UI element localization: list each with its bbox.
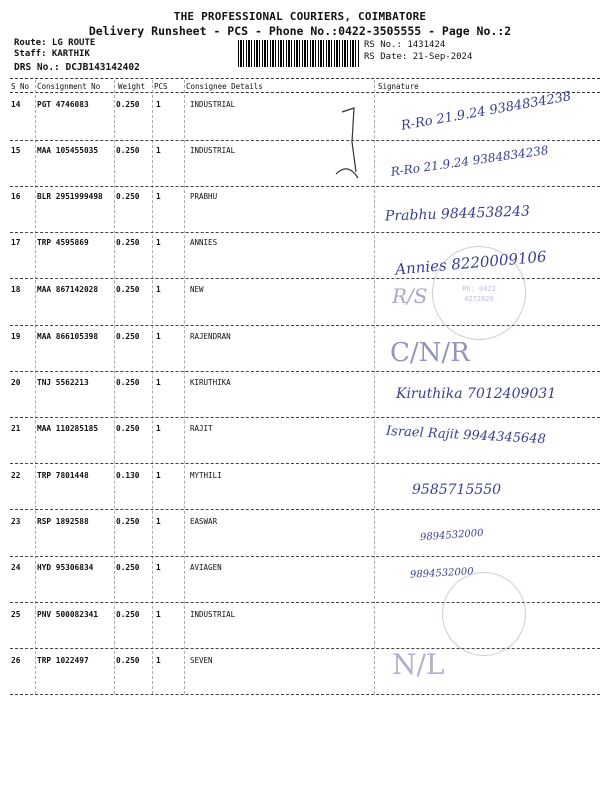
row-consignment: TRP 4595869 xyxy=(37,238,89,247)
signature-row-15: R-Ro 21.9.24 9384834238 xyxy=(389,142,550,180)
column-header-signature: Signature xyxy=(378,82,419,91)
row-divider xyxy=(10,648,600,649)
row-weight: 0.250 xyxy=(116,192,140,201)
row-weight: 0.250 xyxy=(116,610,140,619)
row-pcs: 1 xyxy=(156,285,161,294)
barcode xyxy=(238,40,360,67)
row-pcs: 1 xyxy=(156,471,161,480)
row-divider xyxy=(10,694,600,695)
row-pcs: 1 xyxy=(156,517,161,526)
row-pcs: 1 xyxy=(156,332,161,341)
row-consignee: KIRUTHIKA xyxy=(190,378,231,387)
row-pcs: 1 xyxy=(156,100,161,109)
row-consignee: RAJENDRAN xyxy=(190,332,231,341)
row-sno: 21 xyxy=(11,424,21,433)
scribble-mark xyxy=(334,102,374,182)
row-sno: 19 xyxy=(11,332,21,341)
row-divider xyxy=(10,556,600,557)
row-sno: 17 xyxy=(11,238,21,247)
row-consignment: MAA 105455035 xyxy=(37,146,99,155)
row-divider xyxy=(10,232,600,233)
signature-row-19: C/N/R xyxy=(390,338,470,368)
row-consignment: MAA 867142028 xyxy=(37,285,99,294)
row-consignment: RSP 1892588 xyxy=(37,517,89,526)
row-consignment: TRP 7801448 xyxy=(37,471,89,480)
row-consignee: INDUSTRIAL xyxy=(190,146,236,155)
row-sno: 18 xyxy=(11,285,21,294)
signature-row-18: R/S xyxy=(392,284,428,308)
signature-row-23: 9894532000 xyxy=(419,527,484,544)
row-weight: 0.130 xyxy=(116,471,140,480)
row-sno: 16 xyxy=(11,192,21,201)
row-sno: 23 xyxy=(11,517,21,526)
row-pcs: 1 xyxy=(156,146,161,155)
row-divider xyxy=(10,186,600,187)
row-consignment: HYD 95306834 xyxy=(37,563,94,572)
header-bottom-rule xyxy=(10,92,600,93)
header-top-rule xyxy=(10,78,600,79)
company-stamp xyxy=(432,246,526,340)
row-divider xyxy=(10,140,600,141)
row-consignee: INDUSTRIAL xyxy=(190,100,236,109)
route-label: Route: LG ROUTE xyxy=(14,38,96,48)
signature-row-24: 9894532000 xyxy=(409,566,474,581)
row-consignment: MAA 866105398 xyxy=(37,332,99,341)
row-sno: 15 xyxy=(11,146,21,155)
row-sno: 24 xyxy=(11,563,21,572)
row-consignment: TRP 1022497 xyxy=(37,656,89,665)
row-pcs: 1 xyxy=(156,378,161,387)
row-pcs: 1 xyxy=(156,610,161,619)
signature-row-22: 9585715550 xyxy=(412,482,502,498)
row-pcs: 1 xyxy=(156,563,161,572)
receiver-stamp xyxy=(442,572,526,656)
column-header-pcs: PCS xyxy=(154,82,168,91)
row-weight: 0.250 xyxy=(116,332,140,341)
drs-number: DRS No.: DCJB143142402 xyxy=(14,62,140,73)
row-consignee: NEW xyxy=(190,285,204,294)
row-consignee: ANNIES xyxy=(190,238,218,247)
row-divider xyxy=(10,417,600,418)
row-weight: 0.250 xyxy=(116,285,140,294)
table-row xyxy=(0,471,600,517)
row-divider xyxy=(10,463,600,464)
row-consignee: MYTHILI xyxy=(190,471,222,480)
row-weight: 0.250 xyxy=(116,517,140,526)
row-consignee: INDUSTRIAL xyxy=(190,610,236,619)
row-pcs: 1 xyxy=(156,424,161,433)
row-consignee: PRABHU xyxy=(190,192,218,201)
signature-row-26: N/L xyxy=(392,648,445,681)
runsheet-title: THE PROFESSIONAL COURIERS, COIMBATORE xyxy=(173,10,427,23)
row-consignment: BLR 2951999498 xyxy=(37,192,103,201)
row-consignee: AVIAGEN xyxy=(190,563,222,572)
row-consignee: EASWAR xyxy=(190,517,218,526)
column-header-sno: S No xyxy=(11,82,30,91)
column-header-consignee: Consignee Details xyxy=(186,82,263,91)
row-sno: 26 xyxy=(11,656,21,665)
column-header-weight: Weight xyxy=(118,82,146,91)
table-row xyxy=(0,656,600,702)
rs-date: RS Date: 21-Sep-2024 xyxy=(364,52,473,62)
row-sno: 22 xyxy=(11,471,21,480)
row-weight: 0.250 xyxy=(116,100,140,109)
row-sno: 14 xyxy=(11,100,21,109)
runsheet-subtitle: Delivery Runsheet - PCS - Phone No.:0422-3505555 - Page No.:2 xyxy=(88,24,512,38)
row-pcs: 1 xyxy=(156,192,161,201)
row-consignee: RAJIT xyxy=(190,424,213,433)
signature-row-20: Kiruthika 7012409031 xyxy=(396,386,557,402)
row-consignment: PGT 4746083 xyxy=(37,100,89,109)
row-divider xyxy=(10,371,600,372)
row-consignment: MAA 110285185 xyxy=(37,424,99,433)
stamp-number: 4272820 xyxy=(464,295,494,303)
row-consignee: SEVEN xyxy=(190,656,213,665)
row-consignment: TNJ 5562213 xyxy=(37,378,89,387)
row-sno: 25 xyxy=(11,610,21,619)
signature-row-17: Annies 8220009106 xyxy=(394,247,548,279)
row-weight: 0.250 xyxy=(116,378,140,387)
row-pcs: 1 xyxy=(156,238,161,247)
rs-number: RS No.: 1431424 xyxy=(364,40,446,50)
row-weight: 0.250 xyxy=(116,424,140,433)
signature-row-16: Prabhu 9844538243 xyxy=(384,203,531,225)
stamp-phone: Ph: 0422 xyxy=(462,285,496,293)
signature-row-21: Israel Rajit 9944345648 xyxy=(385,423,547,448)
row-consignment: PNV 500082341 xyxy=(37,610,99,619)
row-divider xyxy=(10,509,600,510)
row-weight: 0.250 xyxy=(116,238,140,247)
staff-label: Staff: KARTHIK xyxy=(14,49,90,59)
column-header-consignment: Consignment No xyxy=(37,82,101,91)
row-weight: 0.250 xyxy=(116,656,140,665)
row-sno: 20 xyxy=(11,378,21,387)
signature-row-14: R-Ro 21.9.24 9384834238 xyxy=(400,89,573,134)
row-weight: 0.250 xyxy=(116,146,140,155)
row-pcs: 1 xyxy=(156,656,161,665)
row-weight: 0.250 xyxy=(116,563,140,572)
